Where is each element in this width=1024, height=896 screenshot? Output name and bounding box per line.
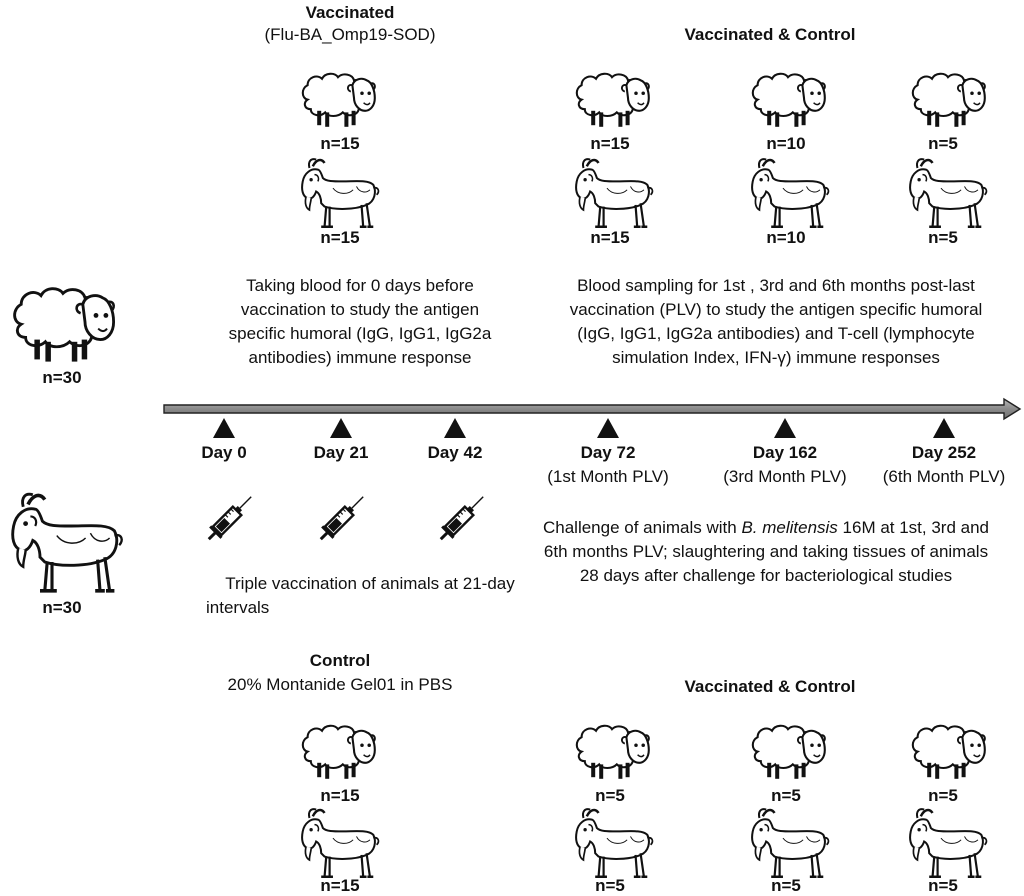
bottom-right-sheep-count-1: n=5 [595, 786, 625, 805]
sheep-icon [8, 278, 118, 366]
syringe-icon [312, 488, 372, 548]
note-line: vaccination (PLV) to study the antigen specific humoral [569, 300, 983, 319]
bottom-left-sheep-count: n=15 [320, 786, 360, 805]
top-right-sheep-count-1: n=15 [590, 134, 630, 153]
goat-icon [570, 156, 654, 232]
sheep-icon [572, 66, 652, 130]
day-label: Day 21 [313, 443, 369, 462]
note-line: Taking blood for 0 days before [246, 276, 474, 295]
note-line: Challenge of animals with B. melitensis 16M at 1st, 3rd and [542, 518, 990, 537]
day-label: Day 162 [752, 443, 818, 462]
bottom-right-goat-count-3: n=5 [928, 876, 958, 895]
note-line: (IgG, IgG1, IgG2a antibodies) and T-cell (lymphocyte [577, 324, 975, 343]
triangle-marker-icon [932, 417, 956, 439]
control-group-subtitle: 20% Montanide Gel01 in PBS [227, 675, 453, 694]
bottom-right-sheep-count-3: n=5 [928, 786, 958, 805]
goat-icon [296, 806, 380, 882]
top-right-goat-count-3: n=5 [928, 228, 958, 247]
sheep-icon [572, 718, 652, 782]
triangle-marker-icon [212, 417, 236, 439]
sheep-icon [908, 718, 988, 782]
post-vaccination-blood-note [536, 274, 1016, 370]
day-sublabel: (1st Month PLV) [547, 467, 669, 486]
bottom-right-goat-count-2: n=5 [771, 876, 801, 895]
goat-icon [4, 490, 124, 598]
bottom-right-goat-count-1: n=5 [595, 876, 625, 895]
day-label: Day 0 [201, 443, 247, 462]
control-group-title: Control [309, 651, 371, 670]
goat-icon [904, 156, 988, 232]
sheep-icon [748, 66, 828, 130]
day-sublabel: (3rd Month PLV) [723, 467, 847, 486]
bottom-right-sheep-count-2: n=5 [771, 786, 801, 805]
note-line: Triple vaccination of animals at 21-day [225, 574, 515, 593]
triangle-marker-icon [329, 417, 353, 439]
challenge-note [506, 516, 1024, 588]
left-sheep-count: n=30 [42, 368, 82, 387]
arrow-timeline-icon [160, 396, 1024, 424]
bottom-left-goat-count: n=15 [320, 876, 360, 895]
triangle-marker-icon [596, 417, 620, 439]
note-line: 6th months PLV; slaughtering and taking tissues of animals [543, 542, 989, 561]
note-line: specific humoral (IgG, IgG1, IgG2a [228, 324, 492, 343]
goat-icon [570, 806, 654, 882]
note-line: vaccination to study the antigen [240, 300, 480, 319]
species-name: B. melitensis [741, 518, 838, 537]
note-line: simulation Index, IFN-γ) immune responses [612, 348, 940, 367]
top-right-sheep-count-2: n=10 [766, 134, 806, 153]
note-line: antibodies) immune response [248, 348, 472, 367]
day-label: Day 42 [427, 443, 483, 462]
note-line: intervals [206, 598, 270, 617]
sheep-icon [908, 66, 988, 130]
syringe-icon [432, 488, 492, 548]
top-right-sheep-count-3: n=5 [928, 134, 958, 153]
vaccinated-group-title: Vaccinated [305, 3, 395, 22]
top-right-goat-count-2: n=10 [766, 228, 806, 247]
day-label: Day 252 [911, 443, 977, 462]
left-goat-count: n=30 [42, 598, 82, 617]
top-left-sheep-count: n=15 [320, 134, 360, 153]
vaccinated-group-subtitle: (Flu-BA_Omp19-SOD) [264, 25, 436, 44]
day-label: Day 72 [580, 443, 636, 462]
pre-vaccination-blood-note [180, 274, 540, 370]
sheep-icon [748, 718, 828, 782]
top-left-goat-count: n=15 [320, 228, 360, 247]
sheep-icon [298, 66, 378, 130]
triangle-marker-icon [773, 417, 797, 439]
goat-icon [296, 156, 380, 232]
syringe-icon [200, 488, 260, 548]
goat-icon [904, 806, 988, 882]
note-line: 28 days after challenge for bacteriological studies [579, 566, 953, 585]
note-line: Blood sampling for 1st , 3rd and 6th months post-last [577, 276, 975, 295]
goat-icon [746, 806, 830, 882]
bottom-right-group-title: Vaccinated & Control [684, 677, 856, 696]
top-right-group-title: Vaccinated & Control [684, 25, 856, 44]
triangle-marker-icon [443, 417, 467, 439]
top-right-goat-count-1: n=15 [590, 228, 630, 247]
goat-icon [746, 156, 830, 232]
sheep-icon [298, 718, 378, 782]
day-sublabel: (6th Month PLV) [882, 467, 1006, 486]
